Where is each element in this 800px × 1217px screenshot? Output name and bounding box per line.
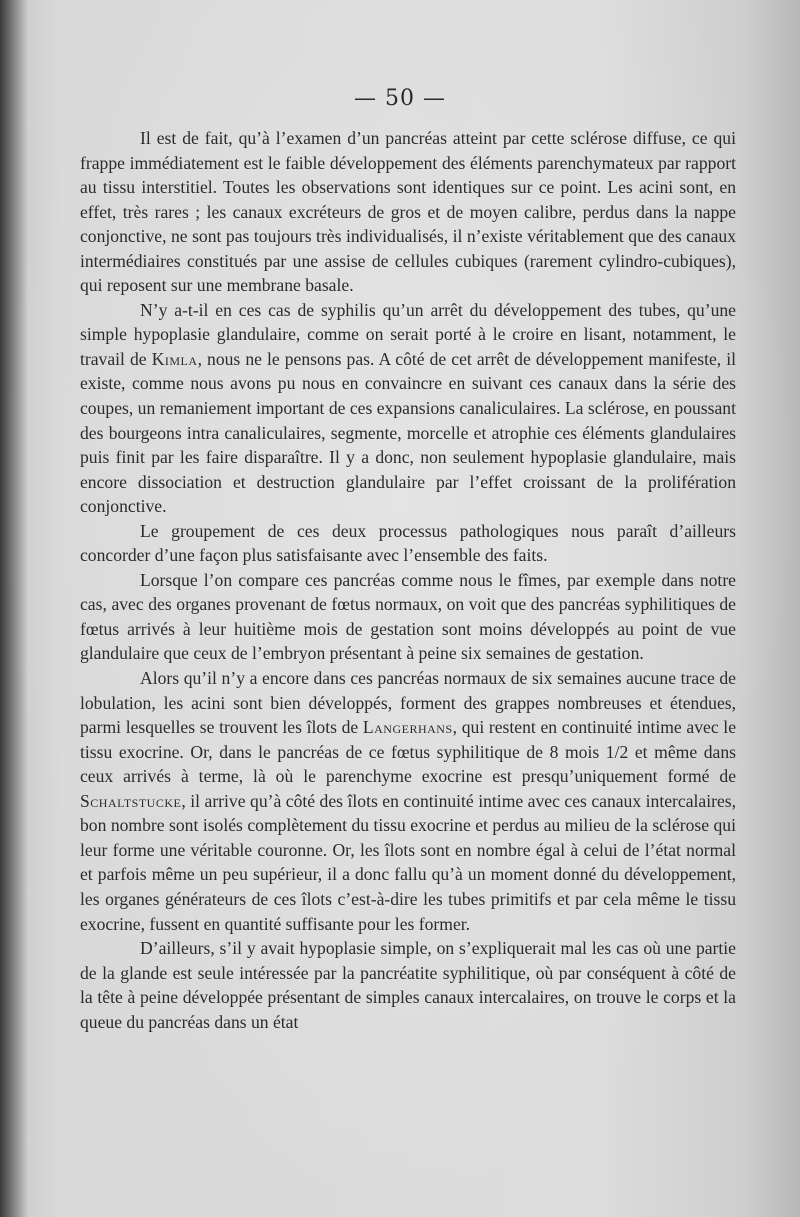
text-run: , qui restent en continuité intime avec le tissu exocrine. Or, dans le pancréas de ce fœtus syphilitique de 8 mois 1/2 et même dans ceux arrivés à terme, là où le parenchyme exocrine est presqu’uniquement formé de (80, 717, 736, 787)
paragraph (80, 298, 736, 519)
paragraph (80, 519, 736, 568)
term-name: Schaltstucke (80, 790, 182, 811)
text-run: , nous ne le pensons pas. A côté de cet arrêt de développement manifeste, il existe, comme nous avons pu nous en convaincre en suivant ces canaux dans la série des coupes, un remaniement important de ces expansions canaliculaires. La sclérose, en poussant des bourgeons intra canaliculaires, segmente, morcelle et atrophie ces éléments glandulaires puis finit par les faire disparaître. Il y a donc, non seulement hypoplasie glandulaire, mais encore dissociation et destruction glandulaire par l’effet croissant de la prolifération conjonctive. (80, 348, 737, 517)
paragraph (80, 126, 736, 298)
text-run: Il est de fait, qu’à l’examen d’un pancréas atteint par cette sclérose diffuse, ce qui frappe immédiatement est le faible développement des éléments parenchymateux par rapport au tissu interstitiel. Toutes les observations sont identiques sur ce point. Les acini sont, en effet, très rares ; les canaux excréteurs de gros et de moyen calibre, perdus dans la nappe conjonctive, ne sont pas toujours très individualisés, il n’existe véritablement que des canaux intermédiaires constitués par une assise de cellules cubiques (rarement cylindro-cubiques), qui reposent sur une membrane basale. (80, 128, 736, 296)
text-run: Le groupement de ces deux processus pathologiques nous paraît d’ailleurs concorder d’une façon plus satisfaisante avec l’ensemble des faits. (80, 520, 736, 566)
text-run: Lorsque l’on compare ces pancréas comme nous le fîmes, par exemple dans notre cas, avec des organes provenant de fœtus normaux, on voit que des pancréas syphilitiques de fœtus arrivés à leur huitième mois de gestation sont moins développés au point de vue glandulaire que ceux de l’embryon présentant à peine six semaines de gestation. (80, 569, 736, 664)
text-run: N’y a-t-il en ces cas de syphilis qu’un arrêt du développement des tubes, qu’une simple hypoplasie glandulaire, comme on serait porté à le croire en lisant, notamment, le travail de (80, 299, 736, 369)
author-name: Langerhans (362, 717, 453, 738)
text-run: Alors qu’il n’y a encore dans ces pancréas normaux de six semaines aucune trace de lobulation, les acini sont bien développés, forment des grappes nombreuses et étendues, parmi lesquelles se trouvent les îlots de (80, 668, 736, 738)
paragraph (80, 568, 736, 666)
paragraph (80, 666, 736, 936)
paragraph (80, 936, 736, 1034)
text-run: , il arrive qu’à côté des îlots en continuité intime avec ces canaux intercalaires, bon nombre sont isolés complètement du tissu exocrine et perdus au milieu de la sclérose qui leur forme une véritable couronne. Or, les îlots sont en nombre égal à celui de l’état normal et parfois même un peu supérieur, il a donc fallu qu’à un moment donné du développement, les organes générateurs de ces îlots c’est-à-dire les tubes primitifs et par cela même le tissu exocrine, fussent en quantité suffisante pour les former. (80, 790, 736, 934)
author-name: Kimla (151, 348, 198, 369)
body-text (80, 126, 736, 1034)
text-run: D’ailleurs, s’il y avait hypoplasie simple, on s’expliquerait mal les cas où une partie de la glande est seule intéressée par la pancréatite syphilitique, où par conséquent à côté de la tête à peine développée présentant de simples canaux intercalaires, on trouve le corps et la queue du pancréas dans un état (80, 938, 736, 1032)
page-number: — 50 — (354, 86, 446, 111)
